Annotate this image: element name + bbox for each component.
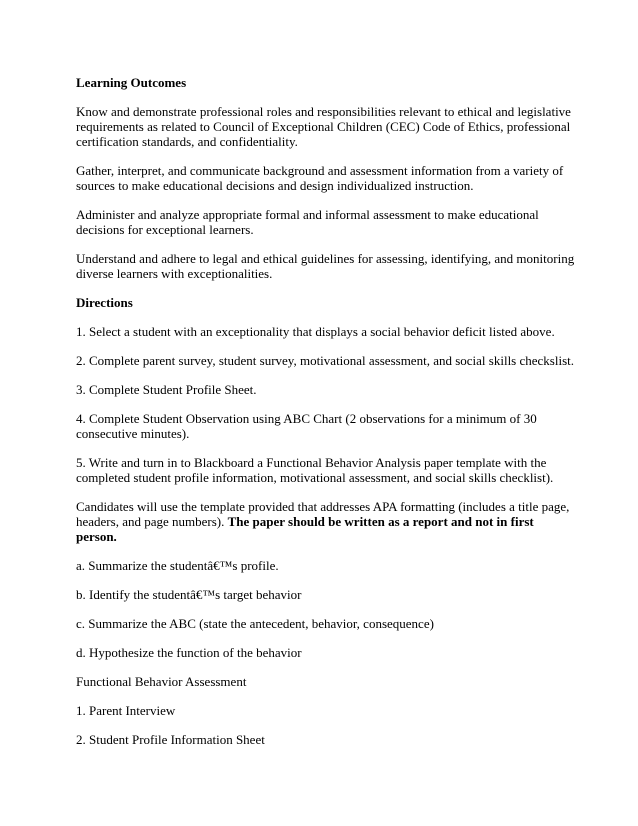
sub-step: a. Summarize the studentâ€™s profile. (76, 558, 279, 573)
candidates-text: Candidates will use the template provided that addresses APA formatting (includes a title page, headers, and page numbers). (76, 499, 570, 529)
document-body (76, 75, 576, 761)
learning-outcomes-heading: Learning Outcomes (76, 75, 187, 90)
candidates-bold-text: The paper should be written as a report and not in first person. (76, 514, 534, 544)
sub-step: c. Summarize the ABC (state the antecedent, behavior, consequence) (76, 616, 434, 631)
direction-step: 3. Complete Student Profile Sheet. (76, 382, 257, 397)
fba-heading: Functional Behavior Assessment (76, 674, 247, 689)
direction-step: 2. Complete parent survey, student survey, motivational assessment, and social skills checkslist. (76, 353, 574, 368)
learning-outcome-item: Administer and analyze appropriate formal and informal assessment to make educational decisions for exceptional learners. (76, 207, 539, 237)
fba-item: 2. Student Profile Information Sheet (76, 732, 265, 747)
sub-step: b. Identify the studentâ€™s target behavior (76, 587, 302, 602)
fba-item: 1. Parent Interview (76, 703, 176, 718)
sub-step: d. Hypothesize the function of the behavior (76, 645, 302, 660)
learning-outcome-item: Gather, interpret, and communicate background and assessment information from a variety of sources to make educational decisions and design individualized instruction. (76, 163, 564, 193)
candidates-paragraph (76, 499, 576, 544)
directions-heading: Directions (76, 295, 133, 310)
learning-outcome-item: Know and demonstrate professional roles and responsibilities relevant to ethical and legislative requirements as related to Council of Exceptional Children (CEC) Code of Ethics, professional certification standards, and confidentiality. (76, 104, 571, 149)
direction-step: 4. Complete Student Observation using ABC Chart (2 observations for a minimum of 30 consecutive minutes). (76, 411, 537, 441)
direction-step: 5. Write and turn in to Blackboard a Functional Behavior Analysis paper template with the completed student profile information, motivational assessment, and social skills checklist). (76, 455, 554, 485)
direction-step: 1. Select a student with an exceptionality that displays a social behavior deficit listed above. (76, 324, 555, 339)
learning-outcome-item: Understand and adhere to legal and ethical guidelines for assessing, identifying, and monitoring diverse learners with exceptionalities. (76, 251, 575, 281)
